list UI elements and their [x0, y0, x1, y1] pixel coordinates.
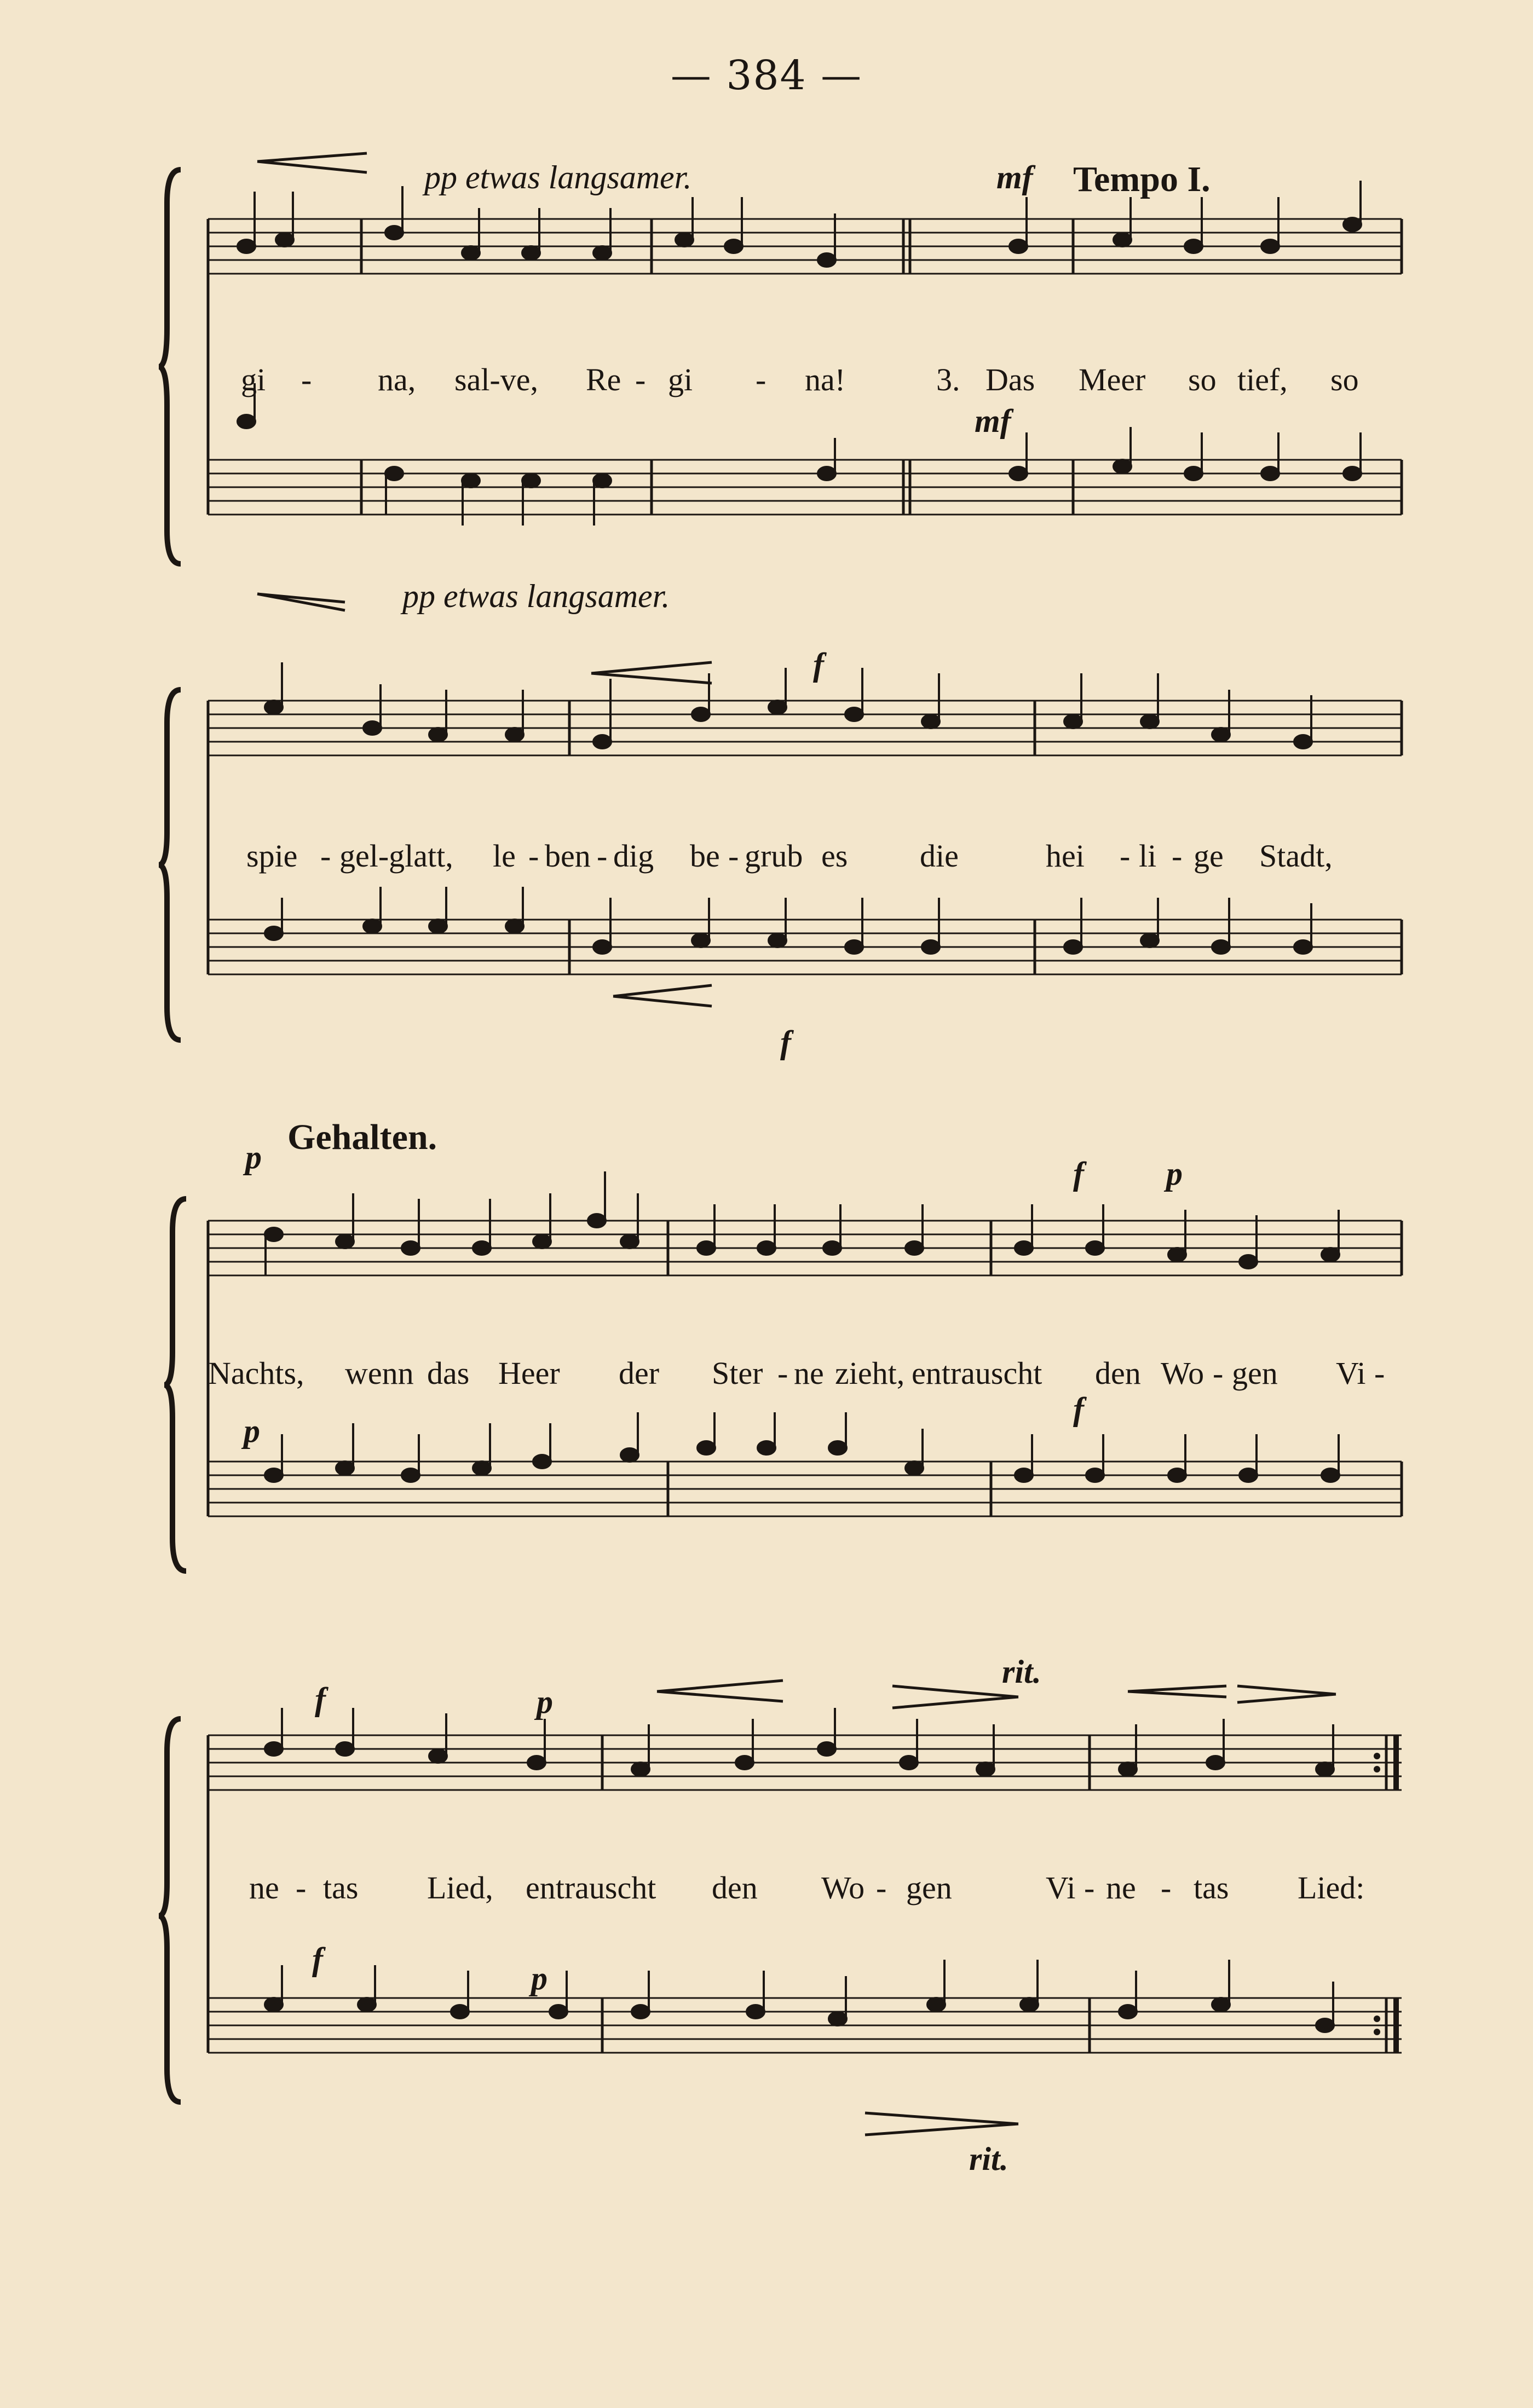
lyric-syllable: Ster [712, 1355, 763, 1391]
lyric-syllable: Meer [1079, 362, 1146, 397]
lyric-syllable: tief, [1237, 362, 1288, 397]
lyric-syllable: be [690, 838, 720, 874]
lyric-syllable: tas [323, 1870, 359, 1905]
lyric-hyphen: - [1213, 1355, 1224, 1391]
lyric-syllable: hei [1046, 838, 1085, 874]
lyric-syllable: gen [1232, 1355, 1278, 1391]
dynamic-f-lower: f [1073, 1391, 1084, 1427]
lyric-syllable: Nachts, [208, 1355, 304, 1391]
lyric-syllable: wenn [345, 1355, 414, 1391]
dynamic-p-upper: p [1166, 1156, 1183, 1192]
lyric-syllable: den [1095, 1355, 1141, 1391]
lyric-syllable: li [1139, 838, 1157, 874]
lyric-syllable: le [493, 838, 516, 874]
lyric-syllable: gi [241, 362, 266, 397]
lyric-hyphen: - [296, 1870, 307, 1905]
lyric-hyphen: - [597, 838, 608, 874]
lyric-syllable: entrauscht [912, 1355, 1042, 1391]
dynamic-f-upper: f [1073, 1156, 1084, 1192]
lyric-syllable: Stadt, [1259, 838, 1333, 874]
lyric-syllable: Wo [821, 1870, 865, 1905]
lyric-hyphen: - [528, 838, 539, 874]
lyric-syllable: na, [378, 362, 416, 397]
tempo-marking: Tempo I. [1073, 159, 1211, 199]
music-system-1 [164, 153, 1413, 619]
lyric-hyphen: - [756, 362, 766, 397]
lyric-syllable: den [712, 1870, 758, 1905]
section-title: Gehalten. [287, 1117, 437, 1157]
lyric-hyphen: - [1120, 838, 1131, 874]
dynamic-f-upper: f [813, 646, 824, 683]
lyric-hyphen: - [777, 1355, 788, 1391]
dynamic-mf-lower: mf [975, 403, 1011, 439]
verse-number: 3. [936, 362, 960, 397]
lyric-syllable: so [1188, 362, 1217, 397]
lyric-hyphen: - [876, 1870, 887, 1905]
lyric-hyphen: - [728, 838, 739, 874]
music-system-2 [164, 646, 1413, 1084]
lyric-syllable: tas [1194, 1870, 1229, 1905]
lyric-syllable: dig [613, 838, 654, 874]
lyric-syllable: gen [906, 1870, 952, 1905]
dynamic-f-lower: f [312, 1941, 323, 1977]
lyric-hyphen: - [1161, 1870, 1172, 1905]
lyric-syllable: Das [986, 362, 1035, 397]
lyric-hyphen: - [1084, 1870, 1095, 1905]
lyric-syllable: zieht, [835, 1355, 905, 1391]
lyric-syllable: spie [246, 838, 298, 874]
lyric-syllable: Lied, [427, 1870, 493, 1905]
lyric-syllable: gel-glatt, [339, 838, 453, 874]
dynamic-f-upper: f [315, 1681, 326, 1717]
ritardando-marking-upper: rit. [1002, 1654, 1041, 1690]
staff-lines [164, 153, 1413, 619]
lyric-syllable: Lied: [1298, 1870, 1365, 1905]
lyric-syllable: der [619, 1355, 660, 1391]
lyric-hyphen: - [320, 838, 331, 874]
tempo-direction-lower: pp etwas langsamer. [402, 578, 670, 614]
lyric-syllable: Vi [1046, 1870, 1076, 1905]
lyric-syllable: Vi [1336, 1355, 1366, 1391]
page-number: — 384 — [670, 52, 863, 99]
lyric-hyphen: - [1172, 838, 1183, 874]
lyric-hyphen: - [635, 362, 646, 397]
music-system-4 [164, 1653, 1413, 2201]
music-system-3 [164, 1117, 1413, 1631]
lyric-syllable: Heer [498, 1355, 560, 1391]
lyric-syllable: ne [249, 1870, 279, 1905]
lyric-syllable: entrauscht [526, 1870, 656, 1905]
staff-lines [164, 1653, 1413, 2201]
lyric-syllable: die [920, 838, 959, 874]
dynamic-p-lower: p [244, 1413, 260, 1449]
dynamic-p-upper: p [537, 1684, 553, 1720]
dynamic-f-lower: f [780, 1024, 791, 1060]
dynamic-mf-upper: mf [996, 159, 1033, 195]
lyric-syllable: ne [1106, 1870, 1136, 1905]
tempo-direction-upper: pp etwas langsamer. [424, 159, 692, 195]
lyric-syllable: so [1330, 362, 1359, 397]
lyric-syllable: na! [805, 362, 846, 397]
lyric-syllable: Wo [1161, 1355, 1204, 1391]
lyric-syllable: gi [668, 362, 693, 397]
lyric-hyphen: - [301, 362, 312, 397]
dynamic-p-lower: p [531, 1960, 548, 1996]
ritardando-marking-lower: rit. [969, 2141, 1008, 2177]
lyric-syllable: sal-ve, [454, 362, 538, 397]
lyric-syllable: grub [745, 838, 803, 874]
lyric-syllable: ge [1194, 838, 1224, 874]
lyric-syllable: das [427, 1355, 470, 1391]
lyric-syllable: ne [794, 1355, 824, 1391]
dynamic-p-upper: p [245, 1139, 262, 1175]
lyric-syllable: es [821, 838, 848, 874]
lyric-hyphen: - [1374, 1355, 1385, 1391]
lyric-syllable: Re [586, 362, 621, 397]
lyric-syllable: ben [545, 838, 591, 874]
